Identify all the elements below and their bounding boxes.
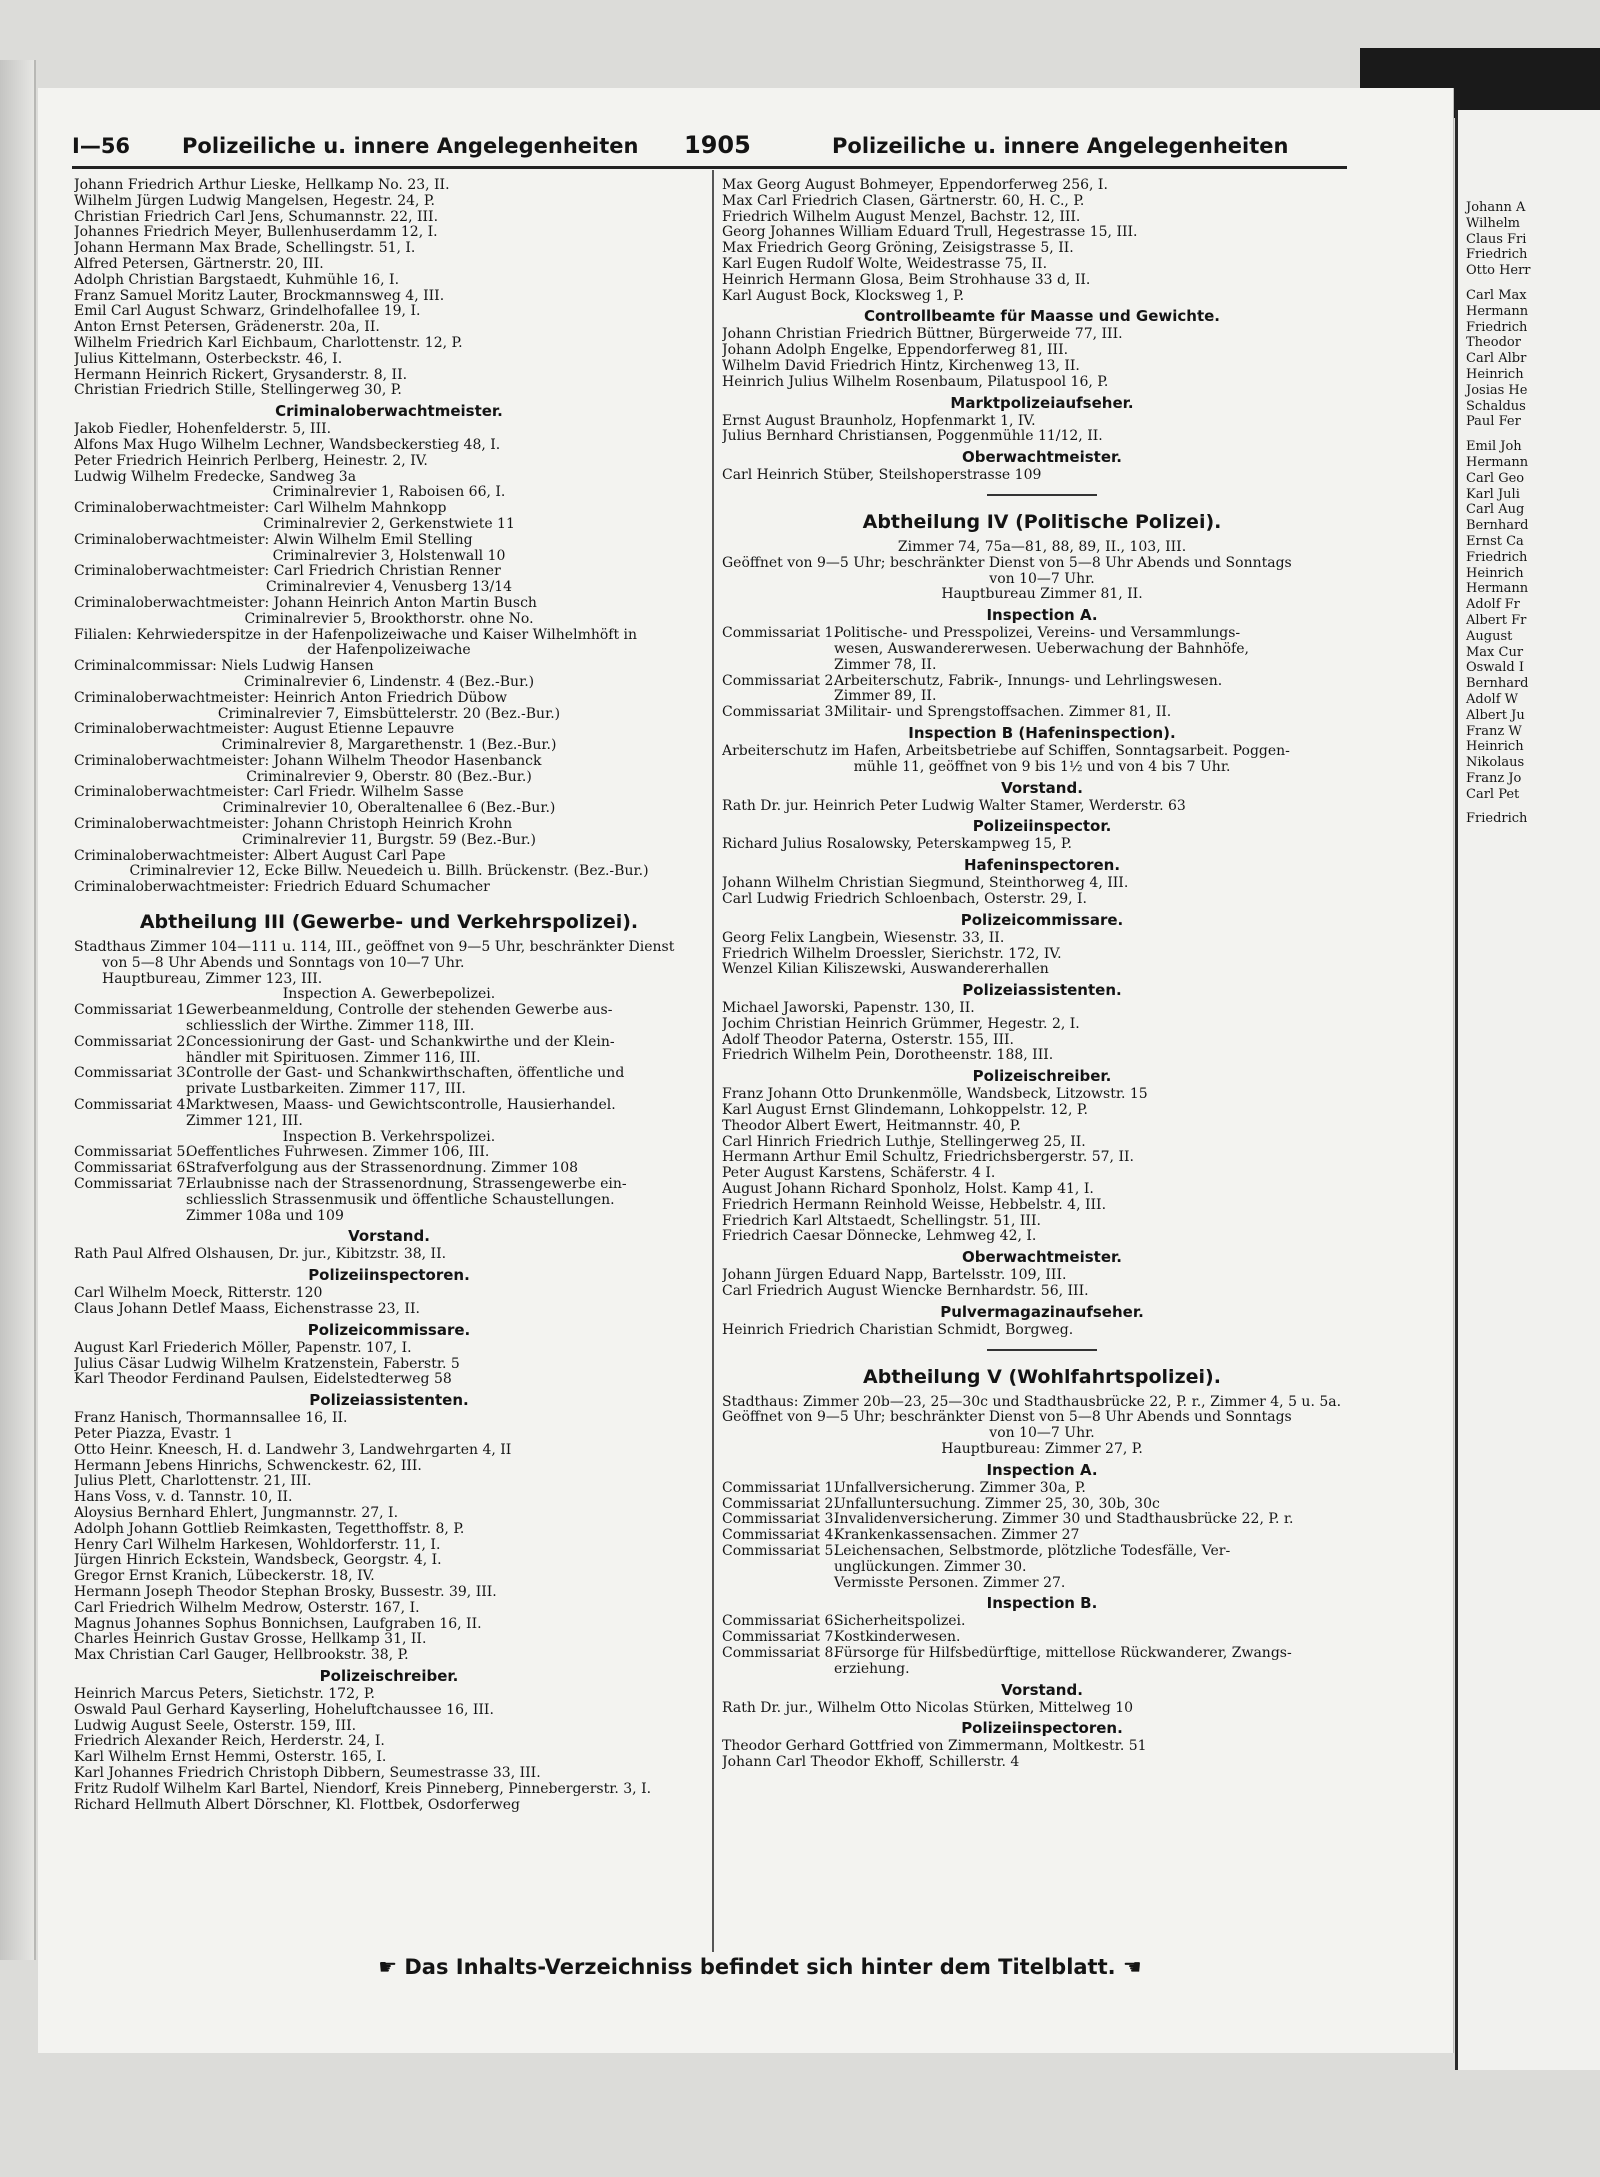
centered-line: Criminalrevier 5, Brookthorstr. ohne No. <box>244 611 534 627</box>
binding-edge <box>0 60 36 1960</box>
commissariat-row <box>722 1630 1362 1646</box>
list-item: Theodor Gerhard Gottfried von Zimmermann, Moltkestr. 51 <box>722 1739 1147 1755</box>
list-item: Criminalcommissar: Niels Ludwig Hansen <box>74 659 374 675</box>
list-item: Theodor Albert Ewert, Heitmannstr. 40, P. <box>722 1118 1021 1134</box>
commissariat-duties: Militair- und Sprengstoffsachen. Zimmer 81, II. <box>834 705 1172 721</box>
fragment-line: Nikolaus <box>1466 755 1525 771</box>
section-heading: Oberwachtmeister. <box>962 1248 1122 1267</box>
list-item: Criminaloberwachtmeister: Johann Christoph Heinrich Krohn <box>74 817 513 833</box>
continuation-line: händler mit Spirituosen. Zimmer 116, III. <box>186 1050 481 1066</box>
list-item: Michael Jaworski, Papenstr. 130, II. <box>722 1001 975 1017</box>
left-column <box>74 178 704 1813</box>
fragment-line: Schaldus <box>1466 398 1526 414</box>
commissariat-label: Commissariat 6. <box>722 1613 838 1630</box>
list-item: Johann Friedrich Arthur Lieske, Hellkamp No. 23, II. <box>74 178 450 193</box>
department-heading: Abtheilung IV (Politische Polizei). <box>862 510 1222 533</box>
continuation-line: erziehung. <box>834 1661 910 1677</box>
list-item: Geöffnet von 9—5 Uhr; beschränkter Dienst von 5—8 Uhr Abends und Sonntags <box>722 1410 1292 1426</box>
commissariat-label: Commissariat 2. <box>722 672 838 689</box>
section-heading: Polizeiinspectoren. <box>308 1266 470 1285</box>
list-item: Rath Paul Alfred Olshausen, Dr. jur., Kibitzstr. 38, II. <box>74 1247 447 1263</box>
list-item: Wilhelm Jürgen Ludwig Mangelsen, Hegestr. 24, P. <box>74 193 435 209</box>
fragment-line: Hermann <box>1466 454 1529 470</box>
list-item: Max Georg August Bohmeyer, Eppendorferweg 256, I. <box>722 178 1108 193</box>
line-gap <box>1466 279 1531 288</box>
list-item: Anton Ernst Petersen, Grädenerstr. 20a, II. <box>74 320 380 336</box>
list-item: Peter August Karstens, Schäferstr. 4 I. <box>722 1166 996 1182</box>
section-heading: Polizeicommissare. <box>960 910 1124 929</box>
list-item: Johann Jürgen Eduard Napp, Bartelsstr. 109, III. <box>722 1268 1067 1284</box>
fragment-line: Max Cur <box>1466 644 1524 660</box>
list-item: Friedrich Wilhelm Pein, Dorotheenstr. 188, III. <box>722 1048 1054 1064</box>
fragment-line: Hermann <box>1466 581 1529 597</box>
commissariat-label: Commissariat 7. <box>722 1629 838 1646</box>
commissariat-duties: Concessionirung der Gast- und Schankwirthe und der Klein- <box>186 1034 615 1050</box>
list-item: Jakob Fiedler, Hohenfelderstr. 5, III. <box>74 422 332 438</box>
list-item: Criminaloberwachtmeister: Friedrich Eduard Schumacher <box>74 880 490 896</box>
list-item: Oswald Paul Gerhard Kayserling, Hoheluftchaussee 16, III. <box>74 1702 494 1718</box>
list-item: Criminaloberwachtmeister: August Etienne Lepauvre <box>74 722 455 738</box>
centered-line: Criminalrevier 8, Margarethenstr. 1 (Bez.-Bur.) <box>221 738 557 754</box>
commissariat-row <box>722 705 1362 721</box>
commissariat-row <box>74 1098 704 1114</box>
list-item: Criminaloberwachtmeister: Johann Heinrich Anton Martin Busch <box>74 595 537 611</box>
fragment-line: Friedrich <box>1466 549 1528 565</box>
list-item: Julius Plett, Charlottenstr. 21, III. <box>74 1474 312 1490</box>
list-item: Jürgen Hinrich Eckstein, Wandsbeck, Georgstr. 4, I. <box>74 1553 442 1569</box>
list-item: Filialen: Kehrwiederspitze in der Hafenpolizeiwache und Kaiser Wilhelmhöft in <box>74 627 638 643</box>
fragment-line: Franz W <box>1466 723 1522 739</box>
list-item: Fritz Rudolf Wilhelm Karl Bartel, Niendorf, Kreis Pinneberg, Pinnebergerstr. 3, I. <box>74 1781 652 1797</box>
centered-line: Inspection A. Gewerbepolizei. <box>282 987 496 1003</box>
list-item: Karl Theodor Ferdinand Paulsen, Eidelstedterweg 58 <box>74 1372 452 1388</box>
commissariat-duties: Leichensachen, Selbstmorde, plötzliche Todesfälle, Ver- <box>834 1544 1231 1560</box>
list-item: Heinrich Hermann Glosa, Beim Strohhause 33 d, II. <box>722 272 1091 288</box>
list-item: Karl Eugen Rudolf Wolte, Weidestrasse 75, II. <box>722 256 1048 272</box>
commissariat-row <box>74 1003 704 1019</box>
centered-line: von 10—7 Uhr. <box>989 571 1095 587</box>
list-item: Rath Dr. jur., Wilhelm Otto Nicolas Stürken, Mittelweg 10 <box>722 1700 1134 1716</box>
list-item: August Karl Friederich Möller, Papenstr. 107, I. <box>74 1340 412 1356</box>
section-heading: Polizeiinspectoren. <box>961 1719 1123 1738</box>
commissariat-duties: Oeffentliches Fuhrwesen. Zimmer 106, III. <box>186 1145 490 1161</box>
list-item: Carl Wilhelm Moeck, Ritterstr. 120 <box>74 1286 323 1302</box>
commissariat-row <box>74 1066 704 1082</box>
commissariat-label: Commissariat 2. <box>722 1495 838 1512</box>
commissariat-duties: Kostkinderwesen. <box>834 1630 961 1646</box>
section-heading: Controllbeamte für Maasse und Gewichte. <box>863 307 1221 326</box>
list-item: Johann Hermann Max Brade, Schellingstr. 51, I. <box>74 241 416 257</box>
commissariat-label: Commissariat 5. <box>722 1543 838 1560</box>
list-item: Karl August Bock, Klocksweg 1, P. <box>722 288 965 304</box>
list-item: Henry Carl Wilhelm Harkesen, Wohldorferstr. 11, I. <box>74 1537 441 1553</box>
centered-line: mühle 11, geöffnet von 9 bis 1½ und von 4 bis 7 Uhr. <box>853 759 1231 775</box>
list-item: Friedrich Wilhelm Droessler, Sierichstr. 172, IV. <box>722 946 1062 962</box>
section-heading: Vorstand. <box>348 1227 430 1246</box>
section-heading: Polizeiinspector. <box>972 817 1112 836</box>
list-item: Hermann Jebens Hinrichs, Schwenckestr. 62, III. <box>74 1458 422 1474</box>
list-item: Georg Felix Langbein, Wiesenstr. 33, II. <box>722 930 1005 946</box>
list-item: Hermann Joseph Theodor Stephan Brosky, Bussestr. 39, III. <box>74 1584 497 1600</box>
centered-line: Criminalrevier 12, Ecke Billw. Neuedeich u. Billh. Brückenstr. (Bez.-Bur.) <box>129 864 649 880</box>
fragment-line: Heinrich <box>1466 739 1524 755</box>
section-heading: Inspection A. <box>986 1460 1098 1479</box>
header-rule <box>72 166 1347 169</box>
list-item: August Johann Richard Sponholz, Holst. Kamp 41, I. <box>722 1182 1094 1198</box>
commissariat-row <box>722 1497 1362 1513</box>
fragment-line: Wilhelm <box>1466 215 1520 231</box>
section-heading: Vorstand. <box>1001 778 1083 797</box>
centered-line: Criminalrevier 11, Burgstr. 59 (Bez.-Bur.) <box>241 832 537 848</box>
commissariat-label: Commissariat 1. <box>722 1479 838 1496</box>
section-heading: Polizeiassistenten. <box>309 1391 469 1410</box>
list-item: Friedrich Hermann Reinhold Weisse, Hebbelstr. 4, III. <box>722 1197 1107 1213</box>
list-item: Ludwig August Seele, Osterstr. 159, III. <box>74 1718 357 1734</box>
list-item: Max Christian Carl Gauger, Hellbrookstr. 38, P. <box>74 1648 409 1664</box>
fragment-line: Carl Geo <box>1466 470 1525 486</box>
section-separator <box>987 494 1097 496</box>
commissariat-duties: Marktwesen, Maass- und Gewichtscontrolle, Hausierhandel. <box>186 1098 616 1114</box>
commissariat-label: Commissariat 8. <box>722 1645 838 1661</box>
line-gap <box>1466 430 1531 439</box>
fragment-line: August <box>1466 628 1513 644</box>
list-item: Wilhelm David Friedrich Hintz, Kirchenweg 13, II. <box>722 358 1080 374</box>
fragment-line: Friedrich <box>1466 247 1528 263</box>
line-gap <box>1466 802 1531 811</box>
fragment-line: Bernhard <box>1466 518 1529 534</box>
fragment-line: Carl Pet <box>1466 786 1520 802</box>
commissariat-duties: Strafverfolgung aus der Strassenordnung. Zimmer 108 <box>186 1161 579 1177</box>
list-item: Criminaloberwachtmeister: Alwin Wilhelm Emil Stelling <box>74 532 473 548</box>
list-item: Ernst August Braunholz, Hopfenmarkt 1, IV. <box>722 413 1036 429</box>
list-item: Hans Voss, v. d. Tannstr. 10, II. <box>74 1490 293 1506</box>
section-heading: Vorstand. <box>1001 1680 1083 1699</box>
list-item: Julius Cäsar Ludwig Wilhelm Kratzenstein, Faberstr. 5 <box>74 1356 460 1372</box>
section-heading: Polizeischreiber. <box>972 1067 1112 1086</box>
centered-line: Criminalrevier 2, Gerkenstwiete 11 <box>263 516 515 532</box>
commissariat-label: Commissariat 4. <box>722 1527 838 1544</box>
commissariat-label: Commissariat 3. <box>722 704 838 721</box>
list-item: Geöffnet von 9—5 Uhr; beschränkter Dienst von 5—8 Uhr Abends und Sonntags <box>722 555 1292 571</box>
commissariat-duties: Erlaubnisse nach der Strassenordnung, Strassengewerbe ein- <box>186 1177 627 1193</box>
list-item: Heinrich Julius Wilhelm Rosenbaum, Pilatuspool 16, P. <box>722 374 1109 390</box>
hand-pointer-right-icon: ☚ <box>1115 1955 1142 1979</box>
list-item: Magnus Johannes Sophus Bonnichsen, Laufgraben 16, II. <box>74 1616 482 1632</box>
fragment-line: Adolf Fr <box>1466 597 1520 613</box>
list-item: Christian Friedrich Carl Jens, Schumannstr. 22, III. <box>74 209 439 225</box>
fragment-line: Friedrich <box>1466 811 1528 827</box>
fragment-line: Josias He <box>1466 382 1528 398</box>
list-item: Criminaloberwachtmeister: Albert August Carl Pape <box>74 848 446 864</box>
right-column <box>722 178 1362 1771</box>
commissariat-duties: Politische- und Presspolizei, Vereins- und Versammlungs- <box>834 626 1241 642</box>
centered-line: Criminalrevier 4, Venusberg 13/14 <box>265 580 513 596</box>
list-item: Criminaloberwachtmeister: Carl Friedr. Wilhelm Sasse <box>74 785 464 801</box>
fragment-line: Carl Aug <box>1466 502 1525 518</box>
continuation-line: wesen, Auswandererwesen. Ueberwachung der Bahnhöfe, <box>834 641 1249 657</box>
commissariat-row <box>74 1161 704 1177</box>
commissariat-row <box>722 1614 1362 1630</box>
department-heading: Abtheilung V (Wohlfahrtspolizei). <box>863 1365 1221 1388</box>
list-item: Adolph Johann Gottlieb Reimkasten, Tegetthoffstr. 8, P. <box>74 1521 465 1537</box>
fragment-line: Claus Fri <box>1466 231 1527 247</box>
commissariat-label: Commissariat 3. <box>74 1065 190 1082</box>
section-heading: Hafeninspectoren. <box>963 856 1121 875</box>
continuation-line: Vermisste Personen. Zimmer 27. <box>834 1575 1066 1591</box>
section-heading: Inspection A. <box>986 606 1098 625</box>
list-item: Johann Adolph Engelke, Eppendorferweg 81, III. <box>722 343 1069 359</box>
list-item: Claus Johann Detlef Maass, Eichenstrasse 23, II. <box>74 1302 420 1317</box>
list-item: Peter Friedrich Heinrich Perlberg, Heinestr. 2, IV. <box>74 453 428 469</box>
header-year: 1905 <box>684 131 751 159</box>
fragment-line: Heinrich <box>1466 565 1524 581</box>
fragment-line: Franz Jo <box>1466 770 1522 786</box>
commissariat-duties: Sicherheitspolizei. <box>834 1614 966 1630</box>
list-item: Carl Friedrich August Wiencke Bernhardstr. 56, III. <box>722 1284 1089 1300</box>
commissariat-label: Commissariat 3. <box>722 1511 838 1528</box>
list-item: Aloysius Bernhard Ehlert, Jungmannstr. 27, I. <box>74 1505 399 1521</box>
list-item: Alfred Petersen, Gärtnerstr. 20, III. <box>74 256 324 272</box>
commissariat-duties: Fürsorge für Hilfsbedürftige, mittellose Rückwanderer, Zwangs- <box>834 1646 1292 1661</box>
list-item: Julius Bernhard Christiansen, Poggenmühle 11/12, II. <box>722 429 1103 445</box>
department-heading: Abtheilung III (Gewerbe- und Verkehrspolizei). <box>139 911 639 934</box>
commissariat-row <box>722 626 1362 642</box>
list-item: Franz Johann Otto Drunkenmölle, Wandsbeck, Litzowstr. 15 <box>722 1087 1148 1103</box>
centered-line: Hauptbureau: Zimmer 27, P. <box>941 1442 1143 1458</box>
fragment-line: Bernhard <box>1466 676 1529 692</box>
list-item: Heinrich Friedrich Charistian Schmidt, Borgweg. <box>722 1322 1074 1338</box>
list-item: Friedrich Alexander Reich, Herderstr. 24, I. <box>74 1734 385 1750</box>
commissariat-duties: Controlle der Gast- und Schankwirthschaften, öffentliche und <box>186 1066 625 1082</box>
continuation-line: Zimmer 108a und 109 <box>186 1208 344 1224</box>
list-item: Criminaloberwachtmeister: Carl Wilhelm Mahnkopp <box>74 501 447 517</box>
list-item: Wilhelm Friedrich Karl Eichbaum, Charlottenstr. 12, P. <box>74 335 463 351</box>
list-item: Max Carl Friedrich Clasen, Gärtnerstr. 60, H. C., P. <box>722 193 1085 209</box>
commissariat-row <box>74 1177 704 1193</box>
list-item: Wenzel Kilian Kiliszewski, Auswandererhallen <box>722 962 1049 978</box>
list-item: Karl Wilhelm Ernst Hemmi, Osterstr. 165, I. <box>74 1750 387 1766</box>
section-heading: Oberwachtmeister. <box>962 448 1122 467</box>
list-item: Carl Friedrich Wilhelm Medrow, Osterstr. 167, I. <box>74 1600 420 1616</box>
indented-line: Hauptbureau, Zimmer 123, III. <box>102 971 323 987</box>
list-item: Franz Samuel Moritz Lauter, Brockmannsweg 4, III. <box>74 288 445 304</box>
centered-line: Zimmer 74, 75a—81, 88, 89, II., 103, III. <box>897 539 1187 555</box>
commissariat-label: Commissariat 6. <box>74 1160 190 1177</box>
list-item: Johannes Friedrich Meyer, Bullenhuserdamm 12, I. <box>74 225 438 241</box>
section-heading: Pulvermagazinaufseher. <box>940 1302 1144 1321</box>
section-heading: Inspection B (Hafeninspection). <box>908 723 1176 742</box>
centered-line: von 10—7 Uhr. <box>989 1426 1095 1442</box>
list-item: Franz Hanisch, Thormannsallee 16, II. <box>74 1411 348 1427</box>
list-item: Christian Friedrich Stille, Stellingerweg 30, P. <box>74 383 402 399</box>
list-item: Georg Johannes William Eduard Trull, Hegestrasse 15, III. <box>722 225 1138 241</box>
list-item: Criminaloberwachtmeister: Johann Wilhelm Theodor Hasenbanck <box>74 753 542 769</box>
fragment-line: Carl Max <box>1466 287 1527 303</box>
continuation-line: private Lustbarkeiten. Zimmer 117, III. <box>186 1082 466 1098</box>
centered-line: Hauptbureau Zimmer 81, II. <box>941 587 1143 603</box>
commissariat-row <box>722 1544 1362 1560</box>
list-item: Emil Carl August Schwarz, Grindelhofallee 19, I. <box>74 304 421 320</box>
centered-line: Criminalrevier 10, Oberaltenallee 6 (Bez.-Bur.) <box>222 801 556 817</box>
fragment-line: Theodor <box>1466 335 1521 351</box>
centered-line: Inspection B. Verkehrspolizei. <box>282 1129 496 1145</box>
centered-line: Criminalrevier 7, Eimsbüttelerstr. 20 (Bez.-Bur.) <box>217 706 561 722</box>
commissariat-row <box>722 1528 1362 1544</box>
commissariat-label: Commissariat 5. <box>74 1144 190 1161</box>
indented-line: von 5—8 Uhr Abends und Sonntags von 10—7 Uhr. <box>102 955 465 971</box>
list-item: Johann Carl Theodor Ekhoff, Schillerstr. 4 <box>722 1755 1020 1771</box>
page-header <box>72 128 1347 168</box>
centered-line: Criminalrevier 3, Holstenwall 10 <box>272 548 506 564</box>
list-item: Arbeiterschutz im Hafen, Arbeitsbetriebe auf Schiffen, Sonntagsarbeit. Poggen- <box>722 743 1290 759</box>
list-item: Max Friedrich Georg Gröning, Zeisigstrasse 5, II. <box>722 241 1074 257</box>
list-item: Carl Heinrich Stüber, Steilshoperstrasse 109 <box>722 468 1042 484</box>
commissariat-label: Commissariat 1. <box>722 625 838 642</box>
commissariat-duties: Unfallversicherung. Zimmer 30a, P. <box>834 1480 1086 1496</box>
section-heading: Polizeischreiber. <box>319 1666 459 1685</box>
list-item: Heinrich Marcus Peters, Sietichstr. 172, P. <box>74 1686 375 1702</box>
commissariat-duties: Unfalluntersuchung. Zimmer 25, 30, 30b, 30c <box>834 1496 1160 1512</box>
list-item: Adolph Christian Bargstaedt, Kuhmühle 16, I. <box>74 272 400 288</box>
list-item: Alfons Max Hugo Wilhelm Lechner, Wandsbeckerstieg 48, I. <box>74 437 501 453</box>
list-item: Gregor Ernst Kranich, Lübeckerstr. 18, IV. <box>74 1569 375 1585</box>
list-item: Otto Heinr. Kneesch, H. d. Landwehr 3, Landwehrgarten 4, II <box>74 1442 512 1458</box>
commissariat-label: Commissariat 1. <box>74 1002 190 1019</box>
list-item: Stadthaus: Zimmer 20b—23, 25—30c und Stadthausbrücke 22, P. r., Zimmer 4, 5 u. 5a. <box>722 1394 1342 1410</box>
section-heading: Inspection B. <box>986 1594 1098 1613</box>
fragment-line: Albert Ju <box>1466 707 1525 723</box>
section-heading: Marktpolizeiaufseher. <box>950 393 1134 412</box>
continuation-line: schliesslich der Wirthe. Zimmer 118, III. <box>186 1019 475 1035</box>
list-item: Julius Kittelmann, Osterbeckstr. 46, I. <box>74 351 343 367</box>
header-left-title: Polizeiliche u. innere Angelegenheiten <box>182 134 639 158</box>
list-item: Richard Julius Rosalowsky, Peterskampweg 15, P. <box>722 837 1072 853</box>
centered-line: Criminalrevier 9, Oberstr. 80 (Bez.-Bur.) <box>246 769 532 785</box>
list-item: Friedrich Karl Altstaedt, Schellingstr. 51, III. <box>722 1213 1041 1229</box>
fragment-line: Paul Fer <box>1466 414 1521 430</box>
fragment-line: Heinrich <box>1466 366 1524 382</box>
list-item: Karl August Ernst Glindemann, Lohkoppelstr. 12, P. <box>722 1103 1088 1119</box>
adjacent-page-lines <box>1466 200 1531 827</box>
commissariat-row <box>722 1481 1362 1497</box>
list-item: Adolf Theodor Paterna, Osterstr. 155, III. <box>722 1032 1015 1048</box>
list-item: Friedrich Wilhelm August Menzel, Bachstr. 12, III. <box>722 209 1081 225</box>
fragment-line: Johann A <box>1466 200 1526 215</box>
page-number: I—56 <box>72 134 131 158</box>
section-heading: Polizeicommissare. <box>307 1320 471 1339</box>
continuation-line: Zimmer 78, II. <box>834 657 937 673</box>
list-item: Ludwig Wilhelm Fredecke, Sandweg 3a <box>74 469 357 485</box>
fragment-line: Hermann <box>1466 303 1529 319</box>
centered-line: Criminalrevier 6, Lindenstr. 4 (Bez.-Bur.) <box>243 674 535 690</box>
commissariat-row <box>722 674 1362 690</box>
commissariat-label: Commissariat 4. <box>74 1097 190 1114</box>
commissariat-duties: Krankenkassensachen. Zimmer 27 <box>834 1528 1080 1544</box>
fragment-line: Karl Juli <box>1466 486 1520 502</box>
adjacent-page-fragment <box>1455 110 1600 2070</box>
commissariat-row <box>722 1512 1362 1528</box>
commissariat-label: Commissariat 7. <box>74 1176 190 1193</box>
fragment-line: Ernst Ca <box>1466 533 1524 549</box>
commissariat-row <box>722 1646 1362 1662</box>
column-divider <box>712 170 714 1952</box>
fragment-line: Albert Fr <box>1466 612 1527 628</box>
list-item: Hermann Arthur Emil Schultz, Friedrichsbergerstr. 57, II. <box>722 1150 1134 1166</box>
list-item: Karl Johannes Friedrich Christoph Dibbern, Seumestrasse 33, III. <box>74 1765 541 1781</box>
section-separator <box>987 1349 1097 1351</box>
commissariat-duties: Invalidenversicherung. Zimmer 30 und Stadthausbrücke 22, P. r. <box>834 1512 1294 1528</box>
list-item: Carl Hinrich Friedrich Luthje, Stellingerweg 25, II. <box>722 1134 1086 1150</box>
commissariat-label: Commissariat 2. <box>74 1033 190 1050</box>
commissariat-row <box>74 1145 704 1161</box>
fragment-line: Friedrich <box>1466 319 1528 335</box>
commissariat-duties: Gewerbeanmeldung, Controlle der stehenden Gewerbe aus- <box>186 1003 613 1019</box>
section-heading: Polizeiassistenten. <box>962 981 1122 1000</box>
footer-text: Das Inhalts-Verzeichniss befindet sich hinter dem Titelblatt. <box>404 1955 1116 1979</box>
commissariat-row <box>74 1035 704 1051</box>
commissariat-duties: Arbeiterschutz, Fabrik-, Innungs- und Lehrlingswesen. <box>834 673 1223 689</box>
list-item: Stadthaus Zimmer 104—111 u. 114, III., geöffnet von 9—5 Uhr, beschränkter Dienst <box>74 940 675 956</box>
list-item: Hermann Heinrich Rickert, Grysanderstr. 8, II. <box>74 367 408 383</box>
centered-line: Criminalrevier 1, Raboisen 66, I. <box>272 485 506 501</box>
fragment-line: Oswald I <box>1466 660 1524 676</box>
fragment-line: Adolf W <box>1466 691 1518 707</box>
continuation-line: Zimmer 89, II. <box>834 689 937 705</box>
fragment-line: Carl Albr <box>1466 351 1527 367</box>
list-item: Criminaloberwachtmeister: Heinrich Anton Friedrich Dübow <box>74 690 507 706</box>
list-item: Jochim Christian Heinrich Grümmer, Hegestr. 2, I. <box>722 1016 1080 1032</box>
fragment-line: Emil Joh <box>1466 439 1522 455</box>
fragment-line: Otto Herr <box>1466 263 1531 279</box>
list-item: Rath Dr. jur. Heinrich Peter Ludwig Walter Stamer, Werderstr. 63 <box>722 798 1186 814</box>
list-item: Peter Piazza, Evastr. 1 <box>74 1426 233 1442</box>
list-item: Johann Wilhelm Christian Siegmund, Steinthorweg 4, III. <box>722 876 1129 892</box>
section-heading: Criminaloberwachtmeister. <box>275 402 503 421</box>
continuation-line: unglückungen. Zimmer 30. <box>834 1559 1027 1575</box>
list-item: Friedrich Caesar Dönnecke, Lehmweg 42, I. <box>722 1229 1037 1245</box>
continuation-line: Zimmer 121, III. <box>186 1113 303 1129</box>
list-item: Charles Heinrich Gustav Grosse, Hellkamp 31, II. <box>74 1632 427 1648</box>
list-item: Criminaloberwachtmeister: Carl Friedrich Christian Renner <box>74 564 501 580</box>
header-right-title: Polizeiliche u. innere Angelegenheiten <box>832 134 1289 158</box>
centered-line: der Hafenpolizeiwache <box>307 643 471 659</box>
list-item: Carl Ludwig Friedrich Schloenbach, Osterstr. 29, I. <box>722 891 1087 907</box>
hand-pointer-left-icon: ☛ <box>378 1955 405 1979</box>
list-item: Richard Hellmuth Albert Dörschner, Kl. Flottbek, Osdorferweg <box>74 1797 520 1813</box>
footer-notice <box>330 1955 1190 1985</box>
continuation-line: schliesslich Strassenmusik und öffentliche Schaustellungen. <box>186 1192 615 1208</box>
list-item: Johann Christian Friedrich Büttner, Bürgerweide 77, III. <box>722 327 1123 343</box>
